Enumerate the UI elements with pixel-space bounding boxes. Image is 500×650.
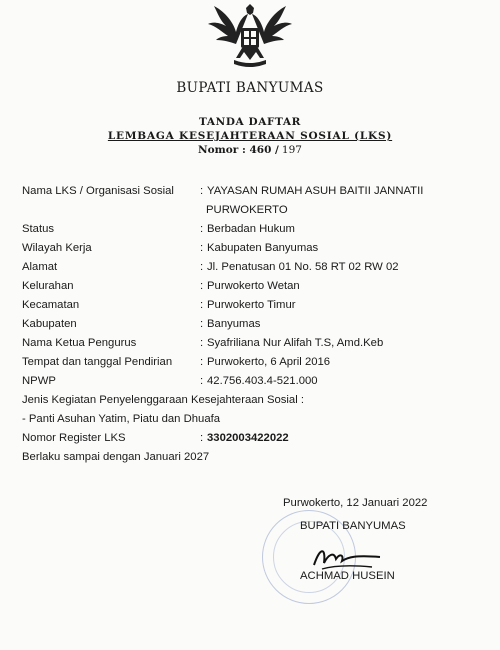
field-value: Purwokerto, 6 April 2016 [207, 356, 331, 368]
regent-title: BUPATI BANYUMAS [176, 80, 324, 96]
field-label: Nama LKS / Organisasi Sosial [22, 185, 174, 197]
field-value: Berbadan Hukum [207, 223, 295, 235]
field-label: Nama Ketua Pengurus [22, 337, 137, 349]
register-number: 3302003422022 [207, 432, 289, 444]
signature-office: BUPATI BANYUMAS [300, 520, 406, 532]
field-label: Kecamatan [22, 299, 80, 311]
field-value: Purwokerto Timur [207, 299, 296, 311]
field-value: YAYASAN RUMAH ASUH BAITII JANNATII [207, 185, 424, 197]
document-subtitle: LEMBAGA KESEJAHTERAAN SOSIAL (LKS) [107, 130, 393, 142]
field-label: Alamat [22, 261, 58, 273]
field-value: PURWOKERTO [206, 204, 288, 216]
field-label: Wilayah Kerja [22, 242, 92, 254]
document-number-label: Nomor : 460 / [198, 144, 279, 156]
field-value: 42.756.403.4-521.000 [207, 375, 318, 387]
garuda-emblem [204, 0, 296, 70]
field-value: Purwokerto Wetan [207, 280, 300, 292]
field-label: NPWP [22, 375, 56, 387]
field-value: Banyumas [207, 318, 261, 330]
document-number [0, 144, 500, 156]
field-label: Kabupaten [22, 318, 77, 330]
field-value: Kabupaten Banyumas [207, 242, 319, 254]
signatory-name: ACHMAD HUSEIN [300, 570, 395, 582]
field-label: Status [22, 223, 55, 235]
field-label: Kelurahan [22, 280, 74, 292]
field-label: Tempat dan tanggal Pendirian [22, 356, 173, 368]
register-label: Nomor Register LKS [22, 432, 126, 444]
field-value: Jl. Penatusan 01 No. 58 RT 02 RW 02 [207, 261, 399, 273]
document-title: TANDA DAFTAR [199, 116, 301, 128]
document-number-value: 197 [281, 144, 302, 156]
signature-date: Purwokerto, 12 Januari 2022 [283, 497, 428, 509]
field-value: Syafriliana Nur Alifah T.S, Amd.Keb [207, 337, 384, 349]
